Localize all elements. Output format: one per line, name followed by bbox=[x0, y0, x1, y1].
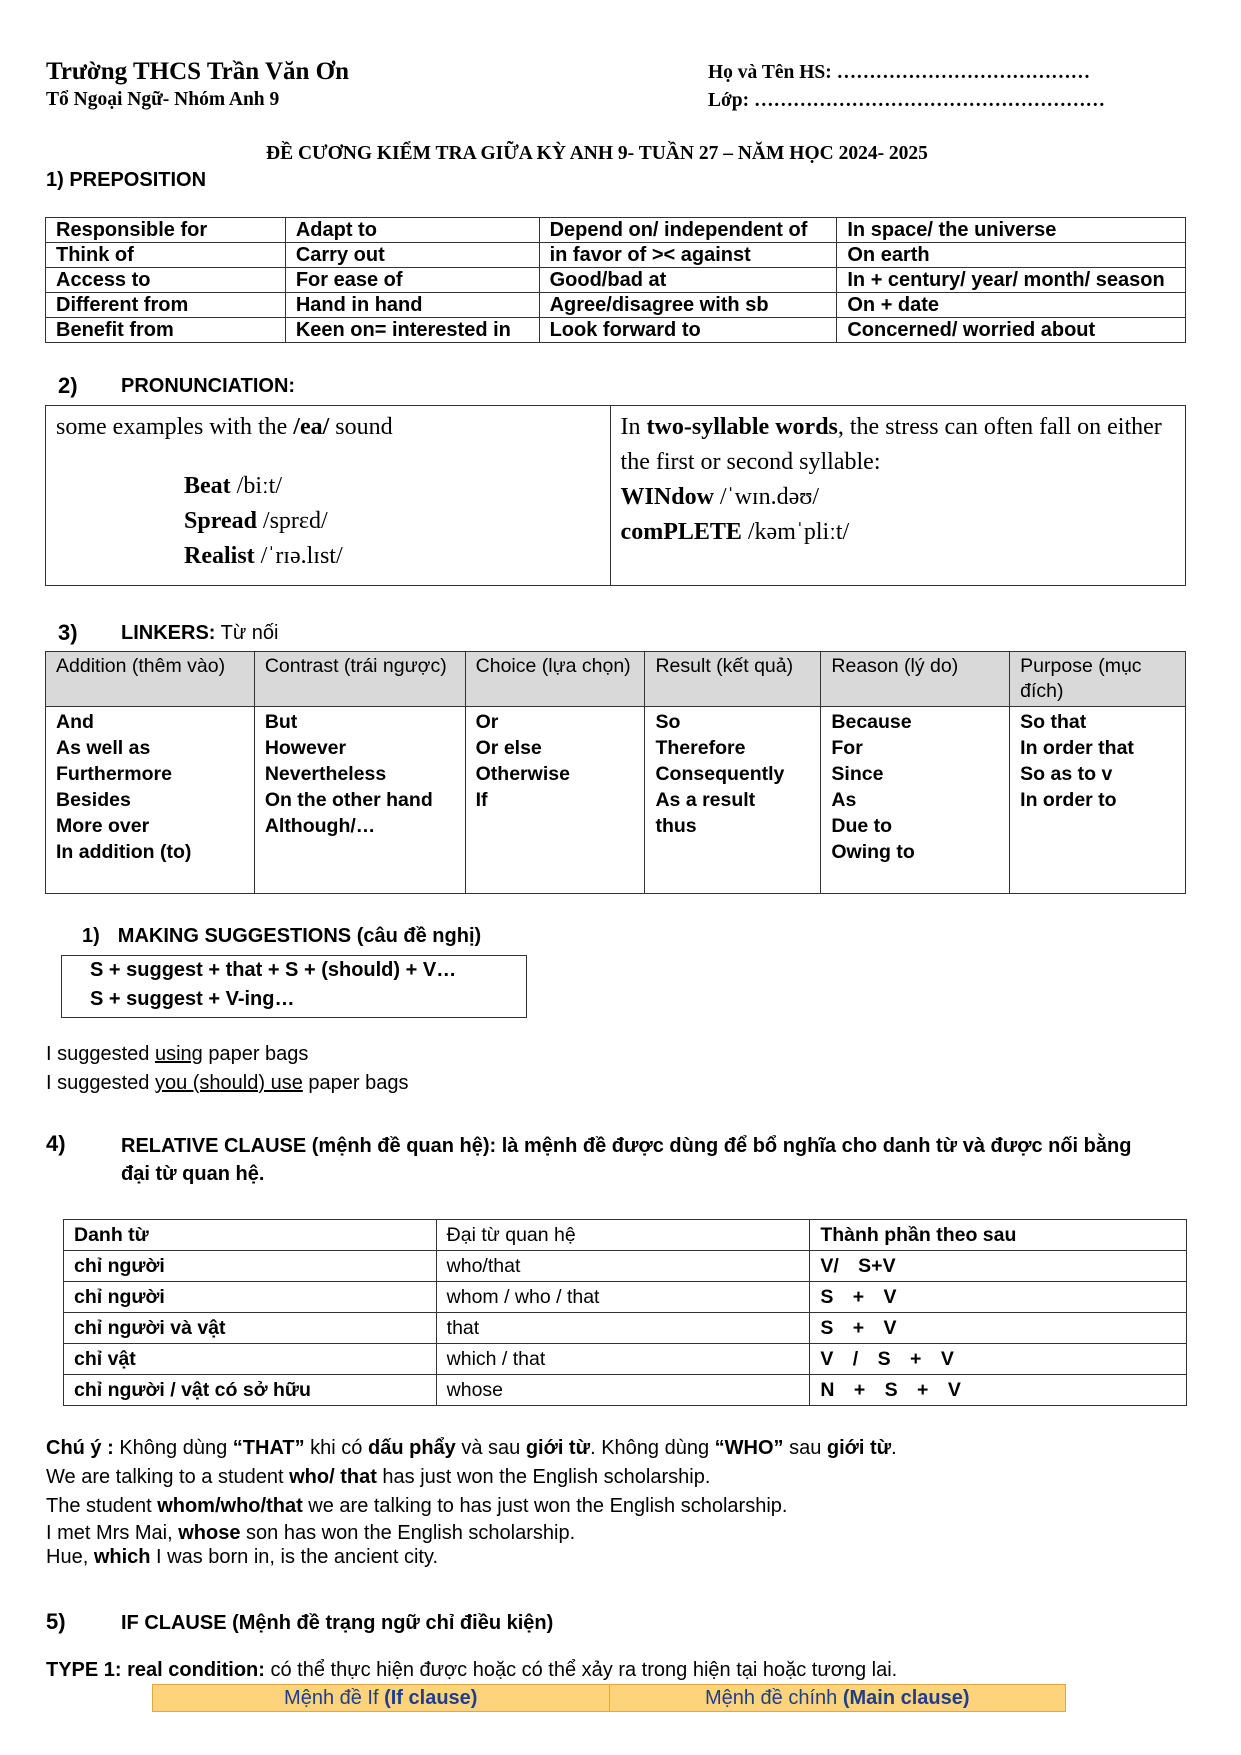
linkers-items-cell bbox=[645, 707, 821, 894]
preposition-cell: Benefit from bbox=[46, 318, 286, 343]
ea-example-ipa: /sprɛd/ bbox=[256, 508, 328, 534]
linker-item: Since bbox=[831, 763, 884, 785]
preposition-cell: Good/bad at bbox=[539, 268, 837, 293]
preposition-cell: In + century/ year/ month/ season bbox=[837, 268, 1186, 293]
relative-note: Chú ý : Không dùng “THAT” khi có dấu phẩy và sau giới từ. Không dùng “WHO” sau giới từ. bbox=[46, 1437, 897, 1459]
linker-item: Besides bbox=[56, 789, 131, 811]
preposition-row bbox=[46, 218, 1186, 243]
type1-line bbox=[46, 1656, 897, 1685]
linker-item: Furthermore bbox=[56, 763, 172, 785]
linker-item: However bbox=[264, 737, 347, 759]
linker-item: As well as bbox=[56, 737, 151, 759]
ifclause-number: 5) bbox=[46, 1609, 66, 1634]
suggestion-formula-box bbox=[61, 955, 527, 1018]
linkers-header-cell: Choice (lựa chọn) bbox=[465, 652, 645, 707]
relative-example: Hue, which I was born in, is the ancient city. bbox=[46, 1546, 439, 1568]
relative-cell: chỉ người bbox=[64, 1251, 437, 1282]
preposition-cell: Concerned/ worried about bbox=[837, 318, 1186, 343]
relative-cell: V/ S+V bbox=[810, 1251, 1187, 1282]
relative-cell: V / S + V bbox=[810, 1344, 1187, 1375]
preposition-table bbox=[45, 217, 1186, 343]
if-clause-header: Mệnh đề If (If clause) bbox=[153, 1685, 610, 1712]
relative-header-cell: Đại từ quan hệ bbox=[436, 1220, 810, 1251]
relative-header-cell: Thành phần theo sau bbox=[810, 1220, 1187, 1251]
relative-cell: chỉ người và vật bbox=[64, 1313, 437, 1344]
stress-intro-bold: two-syllable words bbox=[646, 414, 838, 440]
document-title: ĐỀ CƯƠNG KIỂM TRA GIỮA KỲ ANH 9- TUẦN 27 – NĂM HỌC 2024- 2025 bbox=[266, 143, 928, 164]
preposition-cell: Carry out bbox=[285, 243, 539, 268]
ifclause-table bbox=[152, 1684, 1066, 1712]
ea-intro-end: sound bbox=[329, 414, 393, 440]
linker-item: Due to bbox=[831, 815, 893, 837]
relative-example: The student whom/who/that we are talking to has just won the English scholarship. bbox=[46, 1495, 788, 1517]
main-clause-header: Mệnh đề chính (Main clause) bbox=[609, 1685, 1066, 1712]
suggestions-title-vi: (câu đề nghị) bbox=[351, 925, 482, 947]
relative-row bbox=[64, 1344, 1187, 1375]
linker-item: In order to bbox=[1020, 789, 1117, 811]
linkers-heading bbox=[121, 622, 279, 645]
relative-examples bbox=[46, 1463, 787, 1569]
preposition-cell: On + date bbox=[837, 293, 1186, 318]
ea-intro-text: some examples with the bbox=[56, 414, 294, 440]
preposition-cell: Think of bbox=[46, 243, 286, 268]
suggestion-example-2: I suggested you (should) use paper bags bbox=[46, 1072, 409, 1094]
linker-item: In addition (to) bbox=[56, 841, 192, 863]
stress-example bbox=[621, 480, 1175, 515]
linkers-header-cell: Result (kết quả) bbox=[645, 652, 821, 707]
suggestions-number: 1) bbox=[82, 925, 100, 947]
linker-item: Consequently bbox=[655, 763, 785, 785]
preposition-row bbox=[46, 293, 1186, 318]
relative-cell: S + V bbox=[810, 1313, 1187, 1344]
relative-cell: which / that bbox=[436, 1344, 810, 1375]
suggestion-example-1: I suggested using paper bags bbox=[46, 1043, 309, 1065]
preposition-row bbox=[46, 268, 1186, 293]
linker-item: Otherwise bbox=[475, 763, 570, 785]
stress-example-ipa: /ˈwɪn.dəʊ/ bbox=[713, 484, 820, 510]
type1-label: TYPE 1: real condition: bbox=[46, 1659, 265, 1681]
preposition-cell: Hand in hand bbox=[285, 293, 539, 318]
relative-example: I met Mrs Mai, whose son has won the English scholarship. bbox=[46, 1522, 576, 1544]
relative-cell: N + S + V bbox=[810, 1375, 1187, 1406]
formula-that-clause: S + suggest + that + S + (should) + V… bbox=[90, 959, 457, 981]
relative-header-cell: Danh từ bbox=[64, 1220, 437, 1251]
linkers-items-cell bbox=[1010, 707, 1186, 894]
student-name-line: Họ và Tên HS: ………………………………… bbox=[708, 62, 1091, 83]
preposition-cell: Access to bbox=[46, 268, 286, 293]
preposition-cell: Adapt to bbox=[285, 218, 539, 243]
linker-item: Nevertheless bbox=[264, 763, 387, 785]
relative-row bbox=[64, 1313, 1187, 1344]
linker-item: For bbox=[831, 737, 863, 759]
preposition-cell: Look forward to bbox=[539, 318, 837, 343]
linker-item: Because bbox=[831, 711, 912, 733]
linkers-number: 3) bbox=[58, 620, 78, 645]
relative-cell: chỉ người / vật có sở hữu bbox=[64, 1375, 437, 1406]
ea-example-word: Spread bbox=[184, 508, 257, 534]
preposition-heading: 1) PREPOSITION bbox=[46, 169, 207, 191]
linker-item: Owing to bbox=[831, 841, 915, 863]
stress-intro-b: , the stress can often fall on either the first or second syllable: bbox=[620, 414, 1162, 475]
ea-example bbox=[184, 504, 600, 539]
relative-cell: who/that bbox=[436, 1251, 810, 1282]
preposition-cell: Responsible for bbox=[46, 218, 286, 243]
ea-sound: /ea/ bbox=[293, 414, 330, 440]
ea-example-word: Beat bbox=[184, 473, 231, 499]
suggestions-title: MAKING SUGGESTIONS bbox=[117, 925, 352, 947]
linker-item: So bbox=[655, 711, 681, 733]
linkers-items-cell bbox=[465, 707, 645, 894]
linker-item: So that bbox=[1020, 711, 1087, 733]
preposition-cell: For ease of bbox=[285, 268, 539, 293]
relative-row bbox=[64, 1282, 1187, 1313]
preposition-row bbox=[46, 243, 1186, 268]
linkers-header-cell: Addition (thêm vào) bbox=[46, 652, 255, 707]
relative-cell: S + V bbox=[810, 1282, 1187, 1313]
stress-example bbox=[621, 515, 1175, 550]
linker-item: Or bbox=[475, 711, 499, 733]
preposition-cell: in favor of >< against bbox=[539, 243, 837, 268]
linkers-items-row bbox=[46, 707, 1186, 894]
ea-example-ipa: /biːt/ bbox=[230, 473, 282, 499]
relative-row bbox=[64, 1251, 1187, 1282]
stress-intro-a: In bbox=[620, 414, 647, 440]
relative-heading: RELATIVE CLAUSE (mệnh đề quan hệ): là mệnh đề được dùng để bổ nghĩa cho danh từ và được nối bằng đại từ quan hệ. bbox=[121, 1135, 1132, 1185]
relative-cell: that bbox=[436, 1313, 810, 1344]
linker-item: If bbox=[475, 789, 488, 811]
linkers-items-cell bbox=[46, 707, 255, 894]
relative-cell: chỉ người bbox=[64, 1282, 437, 1313]
ea-example-ipa: /ˈrɪə.lɪst/ bbox=[254, 543, 343, 569]
preposition-cell: Keen on= interested in bbox=[285, 318, 539, 343]
relative-row bbox=[64, 1375, 1187, 1406]
relative-cell: whom / who / that bbox=[436, 1282, 810, 1313]
linker-item: In order that bbox=[1020, 737, 1134, 759]
linkers-header-row bbox=[46, 652, 1186, 707]
school-name: Trường THCS Trần Văn Ơn bbox=[46, 58, 350, 85]
linker-item: More over bbox=[56, 815, 150, 837]
linker-item: Or else bbox=[475, 737, 542, 759]
stress-example-word: WINdow bbox=[620, 484, 714, 510]
linker-item: On the other hand bbox=[264, 789, 433, 811]
class-line: Lớp: ……………………………………………… bbox=[708, 90, 1106, 111]
stress-example-ipa: /kəmˈpliːt/ bbox=[741, 519, 850, 545]
relative-cell: chỉ vật bbox=[64, 1344, 437, 1375]
relative-table bbox=[63, 1219, 1187, 1406]
linker-item: As a result bbox=[655, 789, 756, 811]
ea-example-word: Realist bbox=[184, 543, 255, 569]
preposition-cell: On earth bbox=[837, 243, 1186, 268]
ea-example bbox=[184, 469, 600, 504]
preposition-row bbox=[46, 318, 1186, 343]
preposition-cell: Agree/disagree with sb bbox=[539, 293, 837, 318]
linkers-title: LINKERS: bbox=[121, 622, 216, 644]
linkers-header-cell: Reason (lý do) bbox=[821, 652, 1010, 707]
ea-example bbox=[184, 539, 600, 574]
linkers-items-cell bbox=[821, 707, 1010, 894]
linkers-header-cell: Contrast (trái ngược) bbox=[254, 652, 465, 707]
preposition-cell: Different from bbox=[46, 293, 286, 318]
stress-example-word: comPLETE bbox=[620, 519, 742, 545]
linker-item: Although/… bbox=[264, 815, 376, 837]
relative-header-row bbox=[64, 1220, 1187, 1251]
linkers-title-vi: Từ nối bbox=[215, 622, 279, 644]
relative-cell: whose bbox=[436, 1375, 810, 1406]
linker-item: Therefore bbox=[655, 737, 746, 759]
suggestions-heading bbox=[82, 925, 481, 948]
linker-item: But bbox=[264, 711, 298, 733]
preposition-cell: Depend on/ independent of bbox=[539, 218, 837, 243]
linker-item: And bbox=[56, 711, 94, 733]
linker-item: So as to v bbox=[1020, 763, 1113, 785]
stress-cell bbox=[610, 406, 1185, 586]
linker-item: As bbox=[831, 789, 857, 811]
type1-text: có thể thực hiện được hoặc có thể xảy ra trong hiện tại hoặc tương lai. bbox=[264, 1659, 898, 1681]
relative-number: 4) bbox=[46, 1131, 66, 1156]
formula-ving: S + suggest + V-ing… bbox=[90, 988, 295, 1010]
ea-sound-cell bbox=[46, 406, 611, 586]
pronunciation-table bbox=[45, 405, 1186, 586]
linker-item: thus bbox=[655, 815, 697, 837]
ifclause-heading: IF CLAUSE (Mệnh đề trạng ngữ chỉ điều kiện) bbox=[121, 1612, 554, 1634]
relative-example: We are talking to a student who/ that has just won the English scholarship. bbox=[46, 1466, 711, 1488]
linkers-header-cell: Purpose (mục đích) bbox=[1010, 652, 1186, 707]
linkers-table bbox=[45, 651, 1186, 894]
preposition-cell: In space/ the universe bbox=[837, 218, 1186, 243]
linkers-items-cell bbox=[254, 707, 465, 894]
pronunciation-number: 2) bbox=[58, 373, 78, 398]
department: Tổ Ngoại Ngữ- Nhóm Anh 9 bbox=[46, 89, 280, 110]
pronunciation-heading: PRONUNCIATION: bbox=[121, 375, 296, 397]
